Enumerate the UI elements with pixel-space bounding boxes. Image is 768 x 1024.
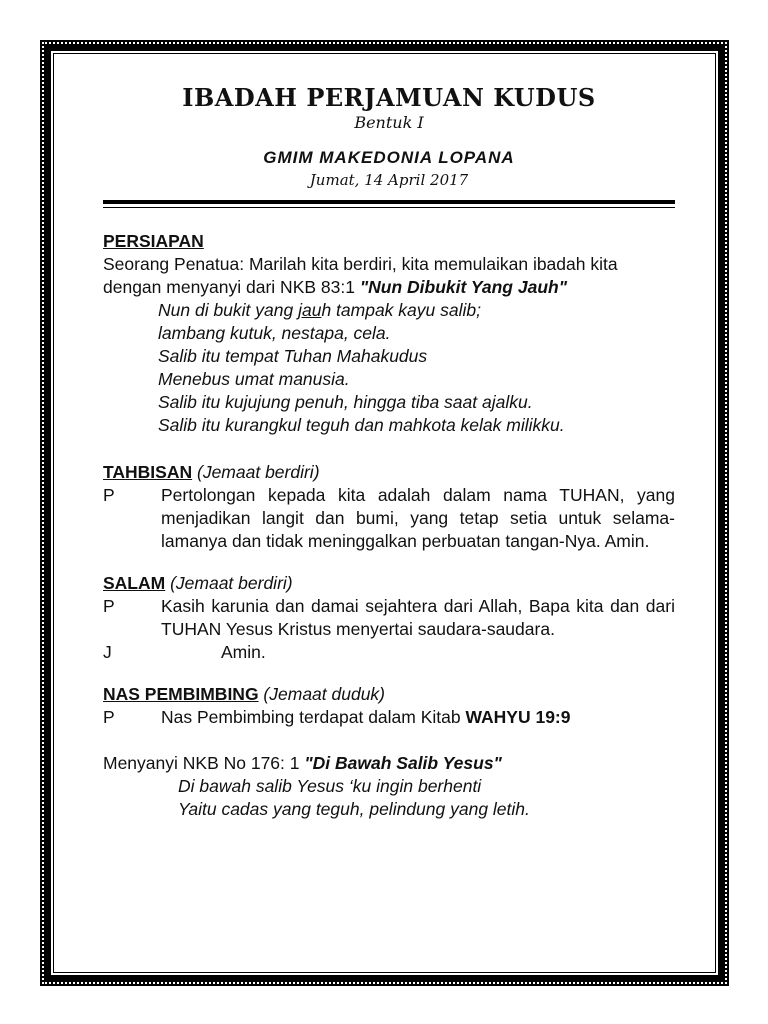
section-heading: NAS PEMBIMBING — [103, 684, 259, 704]
paragraph — [103, 253, 675, 299]
section-song — [103, 752, 675, 821]
role-label: P — [103, 485, 115, 505]
lyric-line: Salib itu tempat Tuhan Mahakudus — [158, 346, 428, 366]
scripture-reference: WAHYU 19:9 — [465, 707, 571, 727]
church-name: GMIM MAKEDONIA LOPANA — [263, 148, 515, 167]
document-title: IBADAH PERJAMUAN KUDUS — [182, 83, 596, 112]
service-date: Jumat, 14 April 2017 — [309, 171, 469, 189]
lyric-line: Menebus umat manusia. — [158, 369, 350, 389]
liturgy-row — [103, 706, 675, 729]
paragraph — [103, 752, 675, 775]
section-heading: PERSIAPAN — [103, 231, 204, 251]
section-heading: SALAM — [103, 573, 166, 593]
document-body — [103, 80, 675, 821]
intro-text: Menyanyi NKB No 176: 1 — [103, 753, 305, 773]
lyric-line: Nun di bukit yang jauh tampak kayu salib; — [158, 300, 481, 320]
role-label: J — [103, 642, 112, 662]
lyric-line: lambang kutuk, nestapa, cela. — [158, 323, 391, 343]
section-note: (Jemaat berdiri) — [165, 573, 293, 593]
song-title: "Di Bawah Salib Yesus" — [304, 753, 502, 773]
liturgy-text: Nas Pembimbing terdapat dalam Kitab WAHYU 19:9 — [161, 707, 571, 727]
lyric-line: Yaitu cadas yang teguh, pelindung yang letih. — [178, 799, 530, 819]
document-subtitle: Bentuk I — [354, 113, 424, 132]
liturgy-text: Pertolongan kepada kita adalah dalam nama TUHAN, yang menjadikan langit dan bumi, yang tetap setia untuk selama-lamanya dan tidak meninggalkan perbuatan tangan-Nya. Amin. — [161, 485, 675, 551]
section-heading: TAHBISAN — [103, 462, 193, 482]
section-persiapan — [103, 230, 675, 437]
liturgy-row — [103, 595, 675, 641]
section-note: (Jemaat berdiri) — [192, 462, 320, 482]
lyric-line: Salib itu kurangkul teguh dan mahkota kelak milikku. — [158, 415, 565, 435]
song-title: "Nun Dibukit Yang Jauh" — [359, 277, 567, 297]
section-tahbisan — [103, 461, 675, 553]
lyric-line: Salib itu kujujung penuh, hingga tiba saat ajalku. — [158, 392, 533, 412]
liturgy-row — [103, 641, 675, 664]
section-nas-pembimbing — [103, 683, 675, 729]
lyric-line: Di bawah salib Yesus ‘ku ingin berhenti — [178, 776, 482, 796]
section-note: (Jemaat duduk) — [258, 684, 386, 704]
liturgy-text: Kasih karunia dan damai sejahtera dari Allah, Bapa kita dan dari TUHAN Yesus Kristus menyertai saudara-saudara. — [161, 596, 675, 639]
liturgy-row — [103, 484, 675, 553]
role-label: P — [103, 707, 115, 727]
liturgy-text: Amin. — [221, 642, 266, 662]
intro-text: Seorang Penatua: Marilah kita berdiri, kita memulaikan ibadah kita dengan menyanyi dari NKB 83:1 — [103, 254, 618, 297]
section-salam — [103, 572, 675, 664]
header-rule — [103, 200, 675, 204]
role-label: P — [103, 596, 115, 616]
